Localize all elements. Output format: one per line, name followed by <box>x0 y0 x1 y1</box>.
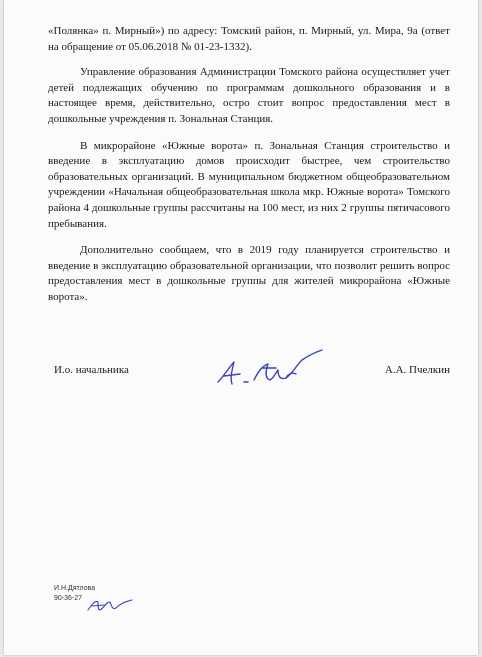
paragraph-address: «Полянка» п. Мирный») по адресу: Томский район, п. Мирный, ул. Мира, 9а (ответ на обращение от 05.06.2018 № 01-23-1332). <box>48 25 450 53</box>
signatory-title: И.о. начальника <box>54 364 129 376</box>
paragraph-plans: Дополнительно сообщаем, что в 2019 году планируется строительство и введение в эксплуатацию образовательной организации, что позволит решить вопрос предоставления мест в дошкольные группы для жителей микрорайона «Южные ворота». <box>48 244 450 303</box>
executor-phone: 90-36-27 <box>54 595 83 602</box>
executor-name: И.Н.Дятлова <box>54 585 96 592</box>
executor-signature <box>86 596 134 614</box>
signatory-name: А.А. Пчелкин <box>384 364 450 376</box>
handwritten-signature <box>212 348 332 394</box>
paragraph-registration: Управление образования Администрации Томского района осуществляет учет детей подлежащих обучению по программам дошкольного образования и в настоящее время, действительно, остро стоит вопрос предоставления мест в дошкольные учреждения п. Зональная Станция. <box>48 66 450 125</box>
paragraph-construction: В микрорайоне «Южные ворота» п. Зональная Станция строительство и введение в эксплуатацию домов происходит быстрее, чем строительство образовательных организаций. В муниципальном бюджетном общеобразовательном учреждении «Начальная общеобразовательная школа мкр. Южные ворота» Томского района 4 дошкольные группы рассчитаны на 100 мест, из них 2 группы пятичасового пребывания. <box>48 139 450 230</box>
letter-body <box>48 24 450 317</box>
letter-page <box>4 0 478 655</box>
